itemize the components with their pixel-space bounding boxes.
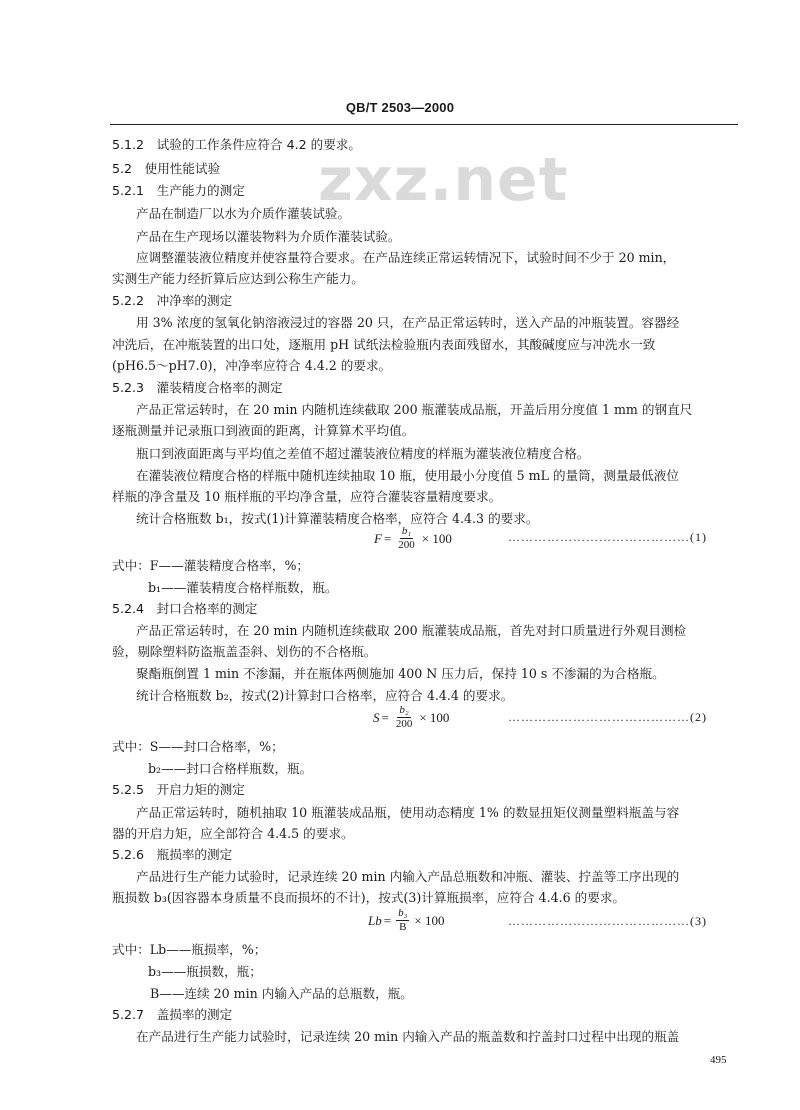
formula-3-denominator: B	[399, 921, 407, 933]
formula-3-equals: =	[383, 912, 392, 928]
formula-1-lhs: F	[374, 530, 382, 546]
paragraph-line: (pH6.5～pH7.0)，冲净率应符合 4.4.2 的要求。	[112, 358, 392, 373]
formula-3-numerator: b₃	[398, 907, 408, 919]
section-5-2-6-heading: 5.2.6 瓶损率的测定	[112, 847, 233, 862]
paragraph-line: 聚酯瓶倒置 1 min 不渗漏，并在瓶体两侧施加 400 N 压力后，保持 10 s 不渗漏的为合格瓶。	[136, 666, 665, 681]
standard-header: QB/T 2503—2000	[345, 100, 455, 115]
formula-3-legend: b₃——瓶损数，瓶；	[148, 964, 262, 979]
formula-2-multiplier: × 100	[419, 709, 450, 725]
formula-2-fraction	[394, 704, 415, 731]
section-5-2-1-heading: 5.2.1 生产能力的测定	[112, 183, 245, 198]
formula-1	[374, 525, 454, 552]
formula-1-legend: b₁——灌装精度合格样瓶数，瓶。	[148, 580, 338, 595]
formula-2-numerator: b₂	[399, 704, 409, 716]
formula-2-equals: =	[381, 709, 389, 725]
section-5-2-5-heading: 5.2.5 开启力矩的测定	[112, 782, 245, 797]
section-5-2-heading: 5.2 使用性能试验	[112, 161, 221, 176]
formula-2-legend: 式中：S——封口合格率，%；	[112, 739, 284, 754]
formula-1-fraction	[396, 525, 417, 552]
paragraph-line: 器的开启力矩，应全部符合 4.4.5 的要求。	[112, 826, 354, 841]
formula-1-numerator: b₁	[401, 525, 412, 537]
paragraph-line: 应调整灌装液位精度并使容量符合要求。在产品连续正常运转情况下，试验时间不少于 20 min，	[136, 250, 676, 265]
formula-2-legend: b₂——封口合格样瓶数，瓶。	[148, 761, 313, 776]
paragraph-line: 产品正常运转时，随机抽取 10 瓶灌装成品瓶，使用动态精度 1% 的数显扭矩仪测量塑料瓶盖与容	[136, 805, 680, 820]
formula-2-denominator: 200	[395, 718, 413, 730]
formula-3-fraction	[396, 907, 409, 934]
formula-1-label: ……………………………………(1)	[508, 530, 707, 544]
section-5-2-7-heading: 5.2.7 盖损率的测定	[112, 1007, 233, 1022]
formula-3	[368, 907, 447, 934]
paragraph-line: 在灌装液位精度合格的样瓶中随机连续抽取 10 瓶，使用最小分度值 5 mL 的量筒，测量最低液位	[136, 468, 679, 483]
paragraph-line: 逐瓶测量并记录瓶口到液面的距离，计算算术平均值。	[112, 423, 415, 438]
formula-3-label: ……………………………………(3)	[508, 914, 707, 928]
section-5-2-2-heading: 5.2.2 冲净率的测定	[112, 293, 233, 308]
paragraph-line: 产品在生产现场以灌装物料为介质作灌装试验。	[136, 229, 401, 244]
formula-3-multiplier: × 100	[414, 912, 445, 928]
paragraph-line: 瓶损数 b₃(因容器本身质量不良而损坏的不计)，按式(3)计算瓶损率，应符合 4.4.6 的要求。	[112, 890, 626, 905]
formula-3-lhs: Lb	[368, 912, 382, 928]
paragraph-line: 在产品进行生产能力试验时，记录连续 20 min 内输入产品的瓶盖数和拧盖封口过程中出现的瓶盖	[136, 1029, 680, 1044]
formula-1-legend: 式中：F——灌装精度合格率，%；	[112, 558, 310, 573]
formula-2	[373, 704, 451, 731]
page-number: 495	[710, 1054, 727, 1066]
paragraph-line: 样瓶的净含量及 10 瓶样瓶的平均净含量，应符合灌装容量精度要求。	[112, 489, 502, 504]
paragraph-line: 统计合格瓶数 b₁，按式(1)计算灌装精度合格率，应符合 4.4.3 的要求。	[136, 511, 539, 526]
paragraph-line: 产品进行生产能力试验时，记录连续 20 min 内输入产品总瓶数和冲瓶、灌装、拧盖等工序出现的	[136, 869, 680, 884]
paragraph-line: 冲洗后，在冲瓶装置的出口处，逐瓶用 pH 试纸法检验瓶内表面残留水，其酸碱度应与冲洗水一致	[112, 337, 656, 352]
paragraph-line: 产品在制造厂以水为介质作灌装试验。	[136, 206, 351, 221]
clause-5-1-2: 5.1.2 试验的工作条件应符合 4.2 的要求。	[112, 137, 361, 152]
section-5-2-3-heading: 5.2.3 灌装精度合格率的测定	[112, 380, 283, 395]
formula-2-lhs: S	[373, 709, 380, 725]
formula-1-multiplier: × 100	[421, 530, 452, 546]
paragraph-line: 实测生产能力经折算后应达到公称生产能力。	[112, 271, 364, 286]
formula-2-label: ……………………………………(2)	[508, 710, 707, 724]
formula-1-denominator: 200	[398, 539, 415, 551]
paragraph-line: 统计合格瓶数 b₂，按式(2)计算封口合格率，应符合 4.4.4 的要求。	[136, 688, 514, 703]
paragraph-line: 验，剔除塑料防盗瓶盖歪斜、划伤的不合格瓶。	[112, 644, 377, 659]
paragraph-line: 产品正常运转时，在 20 min 内随机连续截取 200 瓶灌装成品瓶，首先对封口质量进行外观目测检	[136, 623, 687, 638]
formula-3-legend: 式中：Lb——瓶损率，%；	[112, 942, 267, 957]
formula-1-equals: =	[383, 530, 392, 546]
paragraph-line: 产品正常运转时，在 20 min 内随机连续截取 200 瓶灌装成品瓶，开盖后用分度值 1 mm 的钢直尺	[136, 402, 693, 417]
watermark: zxz.net	[318, 145, 569, 215]
paragraph-line: 瓶口到液面距离与平均值之差值不超过灌装液位精度的样瓶为灌装液位精度合格。	[136, 446, 590, 461]
section-5-2-4-heading: 5.2.4 封口合格率的测定	[112, 601, 258, 616]
header-rule	[110, 124, 738, 125]
paragraph-line: 用 3% 浓度的氢氧化钠溶液浸过的容器 20 只，在产品正常运转时，送入产品的冲瓶装置。容器经	[136, 315, 680, 330]
formula-3-legend: B——连续 20 min 内输入产品的总瓶数，瓶。	[150, 986, 413, 1001]
